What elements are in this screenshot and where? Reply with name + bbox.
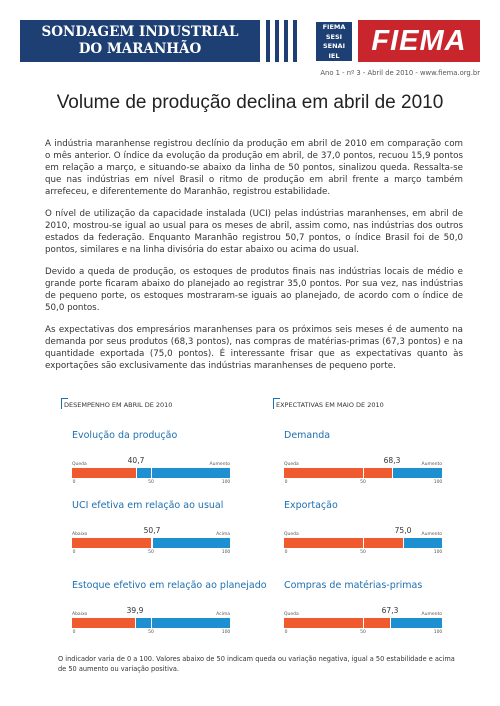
decorative-stripes — [266, 20, 306, 62]
indicator-chart — [284, 430, 443, 485]
chart-left-label: Queda — [284, 612, 299, 617]
indicator-chart — [72, 500, 231, 555]
section-title-left: DESEMPENHO EM ABRIL DE 2010 — [64, 401, 173, 409]
footnote: O indicador varia de 0 a 100. Valores abaixo de 50 indicam queda ou variação negativa, igual a 50 estabilidade e acima de 50 aumento ou variação positiva. — [58, 655, 455, 673]
chart-tick-label: 0 — [284, 630, 288, 635]
header — [20, 20, 480, 62]
indicator-chart — [284, 500, 443, 555]
chart-left-label: Abaixo — [72, 532, 88, 537]
chart-bar-track — [72, 538, 230, 548]
chart-tick-label: 100 — [433, 480, 443, 485]
chart-tick-label: 50 — [360, 630, 366, 635]
chart-value-label: 39,9 — [126, 606, 144, 615]
chart-right-label: Aumento — [421, 462, 442, 467]
banner-line-2: DO MARANHÃO — [78, 41, 202, 57]
chart-tick-label: 50 — [148, 550, 154, 555]
system-logo — [316, 22, 352, 61]
chart-right-label: Aumento — [209, 462, 230, 467]
chart-value-label: 75,0 — [394, 526, 412, 535]
chart-midline — [363, 618, 364, 628]
chart-title: Estoque efetivo em relação ao planejado — [72, 580, 267, 591]
chart-bar-fill — [284, 618, 390, 628]
chart-value-label: 40,7 — [127, 456, 145, 465]
paragraph-3: Devido a queda de produção, os estoques de produtos finais nas indústrias locais de médio e grande porte ficaram abaixo do planejado ao registrar 35,0 pontos. Por sua vez, nas indústrias de pequeno porte, os estoques mostraram-se iguais ao planejado, de acordo com o índice de 50,0 pontos. — [45, 267, 463, 313]
indicator-chart — [72, 430, 231, 485]
chart-bar-fill — [284, 538, 403, 548]
chart-tick-label: 50 — [148, 480, 154, 485]
chart-bar-track — [284, 538, 442, 548]
chart-left-label: Queda — [284, 532, 299, 537]
indicator-chart — [284, 580, 443, 635]
chart-value-marker — [152, 536, 153, 550]
chart-bar-track — [72, 618, 230, 628]
chart-bar-track — [284, 618, 442, 628]
chart-tick-label: 0 — [284, 550, 288, 555]
chart-tick-label: 50 — [148, 630, 154, 635]
chart-value-marker — [392, 466, 393, 480]
page-title: Volume de produção declina em abril de 2010 — [56, 92, 444, 113]
chart-tick-label: 50 — [360, 480, 366, 485]
chart-title: Demanda — [284, 430, 331, 441]
chart-bar-fill — [72, 538, 152, 548]
chart-tick-label: 0 — [72, 480, 76, 485]
chart-value-label: 68,3 — [383, 456, 401, 465]
chart-bar-track — [72, 468, 230, 478]
chart-tick-label: 50 — [360, 550, 366, 555]
chart-value-marker — [390, 616, 391, 630]
chart-title: Exportação — [284, 500, 338, 511]
chart-tick-label: 100 — [221, 480, 231, 485]
paragraph-1: A indústria maranhense registrou declínio da produção em abril de 2010 em comparação com o mês anterior. O índice da evolução da produção em abril, de 37,0 pontos, recuou 15,9 pontos em relação a março, e situando-se abaixo da linha de 50 pontos, sinalizou queda. Ressalta-se que nas indústrias em nível Brasil o ritmo de produção em abril frente a março também arrefeceu, e diferentemente do Maranhão, registrou estabilidade. — [45, 139, 463, 197]
chart-bar-fill — [284, 468, 392, 478]
chart-midline — [363, 538, 364, 548]
chart-tick-label: 100 — [433, 630, 443, 635]
chart-tick-label: 100 — [221, 550, 231, 555]
logo-sesi: SESI — [325, 32, 343, 41]
banner-line-1: SONDAGEM INDUSTRIAL — [41, 24, 239, 40]
chart-title: UCI efetiva em relação ao usual — [72, 500, 224, 511]
chart-right-label: Aumento — [421, 612, 442, 617]
chart-title: Evolução da produção — [72, 430, 178, 441]
chart-value-label: 50,7 — [143, 526, 161, 535]
chart-bar-fill — [72, 468, 136, 478]
chart-tick-label: 0 — [72, 550, 76, 555]
chart-bar-fill — [72, 618, 135, 628]
chart-midline — [151, 618, 152, 628]
chart-tick-label: 0 — [72, 630, 76, 635]
paragraph-4: As expectativas dos empresários maranhenses para os próximos seis meses é de aumento na demanda por seus produtos (68,3 pontos), nas compras de matérias-primas (67,3 pontos) e na quantidade exportada (75,0 pontos). É interessante frisar que as expectativas quanto às exportações são exclusivamente das indústrias maranhenses de pequeno porte. — [45, 325, 463, 371]
chart-midline — [363, 468, 364, 478]
chart-tick-label: 100 — [433, 550, 443, 555]
chart-left-label: Queda — [284, 462, 299, 467]
chart-right-label: Acima — [216, 612, 230, 617]
chart-title: Compras de matérias-primas — [284, 580, 423, 591]
fiema-logo: FIEMA — [358, 20, 480, 62]
chart-bar-track — [284, 468, 442, 478]
indicator-chart — [72, 580, 267, 635]
section-title-right: EXPECTATIVAS EM MAIO DE 2010 — [276, 401, 384, 409]
issue-info: Ano 1 - nº 3 - Abril de 2010 - www.fiema.org.br — [320, 69, 480, 77]
chart-left-label: Abaixo — [72, 612, 88, 617]
logo-iel: IEL — [328, 51, 340, 60]
chart-right-label: Aumento — [421, 532, 442, 537]
logo-fiema-small: FIEMA — [322, 23, 346, 31]
chart-tick-label: 100 — [221, 630, 231, 635]
chart-midline — [151, 468, 152, 478]
chart-left-label: Queda — [72, 462, 87, 467]
chart-value-label: 67,3 — [381, 606, 399, 615]
chart-tick-label: 0 — [284, 480, 288, 485]
logo-senai: SENAI — [322, 42, 345, 50]
chart-value-marker — [403, 536, 404, 550]
banner-title — [20, 20, 260, 62]
chart-right-label: Acima — [216, 532, 230, 537]
chart-value-marker — [136, 466, 137, 480]
chart-value-marker — [135, 616, 136, 630]
paragraph-2: O nível de utilização da capacidade instalada (UCI) pelas indústrias maranhenses, em abril de 2010, mostrou-se igual ao usual para os meses de abril, assim como, nas indústrias dos outros estados da federação. Enquanto Maranhão registrou 50,7 pontos, o índice Brasil foi de 50,0 pontos, similares e na linha divisória do estar abaixo ou acima do usual. — [45, 209, 463, 255]
